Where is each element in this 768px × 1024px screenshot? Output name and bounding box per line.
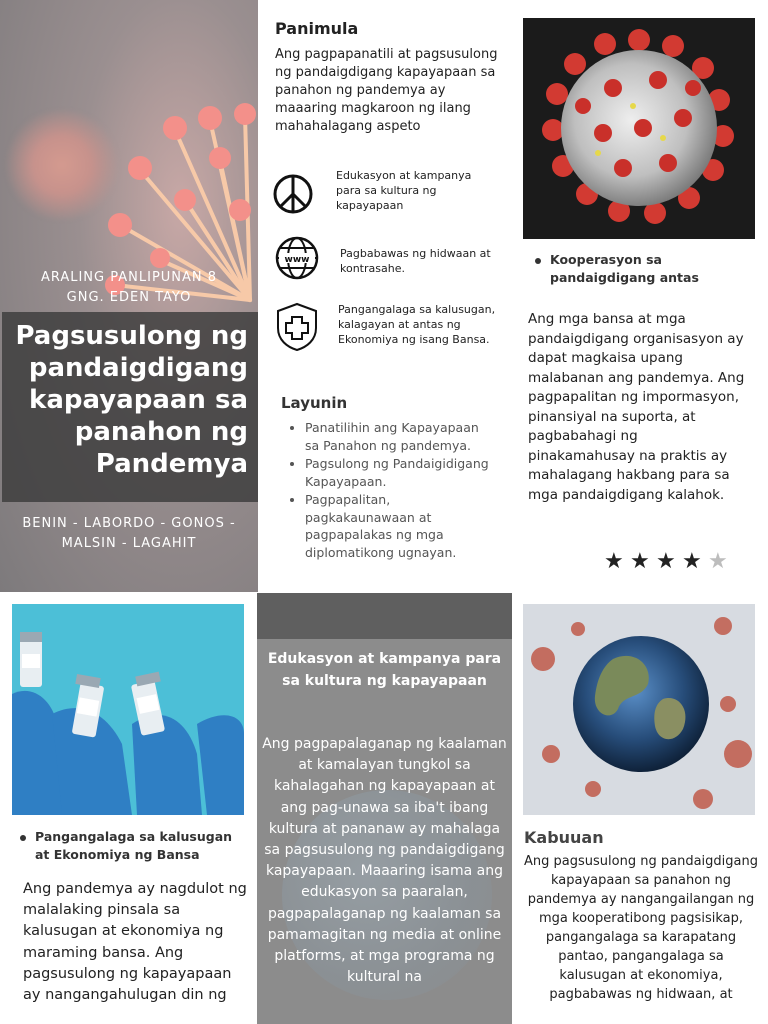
star-filled-icon: ★ <box>682 549 702 574</box>
star-rating <box>604 551 734 575</box>
vaccine-image <box>12 604 244 815</box>
cover-teacher: GNG. EDEN TAYO <box>66 290 192 305</box>
cover-subject: ARALING PANLIPUNAN 8 <box>40 270 218 285</box>
star-filled-icon: ★ <box>604 549 624 574</box>
health-text: Ang pandemya ay nagdulot ng malalaking pinsala sa kalusugan at ekonomiya ng maraming bansa. Ang pagsusulong ng kapayapaan ay nangangahulugan din ng <box>23 881 247 1004</box>
summary-heading: Kabuuan <box>524 828 604 847</box>
peace-icon <box>272 173 314 215</box>
globe-virus-image <box>523 604 755 815</box>
star-filled-icon: ★ <box>630 549 650 574</box>
star-filled-icon: ★ <box>656 549 676 574</box>
bullet-dot <box>535 258 541 264</box>
goal-item: • Pagsulong ng Pandaigidigang Kapayapaan. <box>305 455 492 490</box>
health-bullet: Pangangalaga sa kalusugan at Ekonomiya ng Bansa <box>35 829 233 862</box>
cover-title-box <box>2 312 258 502</box>
goal-item: • Pagpapalitan, pagkakaunawaan at pagpapalakas ng mga diplomatikong ugnayan. <box>305 491 492 561</box>
goal-item: • Panatilihin ang Kapayapaan sa Panahon ng pandemya. <box>305 419 492 454</box>
cover-title: Pagsusulong ng pandaigdigang kapayapaan sa panahon ng Pandemya <box>15 321 248 479</box>
bullet-dot <box>20 835 26 841</box>
svg-text:www: www <box>284 255 310 265</box>
cover-panel <box>0 0 258 592</box>
aspect-label-2: Pagbabawas ng hidwaan at kontrasahe. <box>340 247 491 275</box>
education-panel-header-band <box>257 593 512 639</box>
intro-text: Ang pagpapanatili at pagsusulong ng pandaigdigang kapayapaan sa panahon ng pandemya ay maaaring magkaroon ng ilang mahahalagang aspeto <box>275 47 498 134</box>
health-shield-icon <box>275 302 319 352</box>
goals-list <box>287 419 492 562</box>
education-title: Edukasyon at kampanya para sa kultura ng kapayapaan <box>267 651 502 689</box>
education-text: Ang pagpapalaganap ng kaalaman at kamalayan tungkol sa kahalagahan ng kapayapaan at ang pag-unawa sa iba't ibang kultura at pananaw ay mahalaga sa pagsusulong ng pandaigdigang kapayapaan. Maaaring isama ang edukasyon sa paaralan, pagpapalaganap ng kaalaman sa pamamagitan ng media at online platforms, at mga programa ng kultural na <box>262 736 507 986</box>
globe-www-icon <box>274 235 320 281</box>
cover-authors: BENIN - LABORDO - GONOS - MALSIN - LAGAHIT <box>22 516 236 551</box>
aspect-label-1: Edukasyon at kampanya para sa kultura ng kapayapaan <box>336 169 472 212</box>
aspect-label-3: Pangangalaga sa kalusugan, kalagayan at antas ng Ekonomiya ng isang Bansa. <box>338 303 496 346</box>
cooperation-bullet: Kooperasyon sa pandaigdigang antas <box>550 252 699 285</box>
coronavirus-image <box>523 18 755 239</box>
intro-heading: Panimula <box>275 19 359 38</box>
star-empty-icon: ★ <box>708 549 728 574</box>
cooperation-text: Ang mga bansa at mga pandaigdigang organisasyon ay dapat magkaisa upang malabanan ang pandemya. Ang pagpapalitan ng impormasyon, pinansiyal na suporta, at pagbabahagi ng pinakamahusay na praktis ay mahalagang hakbang para sa mga pandaigdigang kalahok. <box>528 311 745 503</box>
goals-heading: Layunin <box>281 394 348 412</box>
summary-text: Ang pagsusulong ng pandaigdigang kapayapaan sa panahon ng pandemya ay nangangailangan ng mga kooperatibong pagsisikap, pangangalaga sa karapatang pantao, pangangalaga sa kalusugan at ekonomiya, pagbabawas ng hidwaan, at <box>524 854 758 1002</box>
